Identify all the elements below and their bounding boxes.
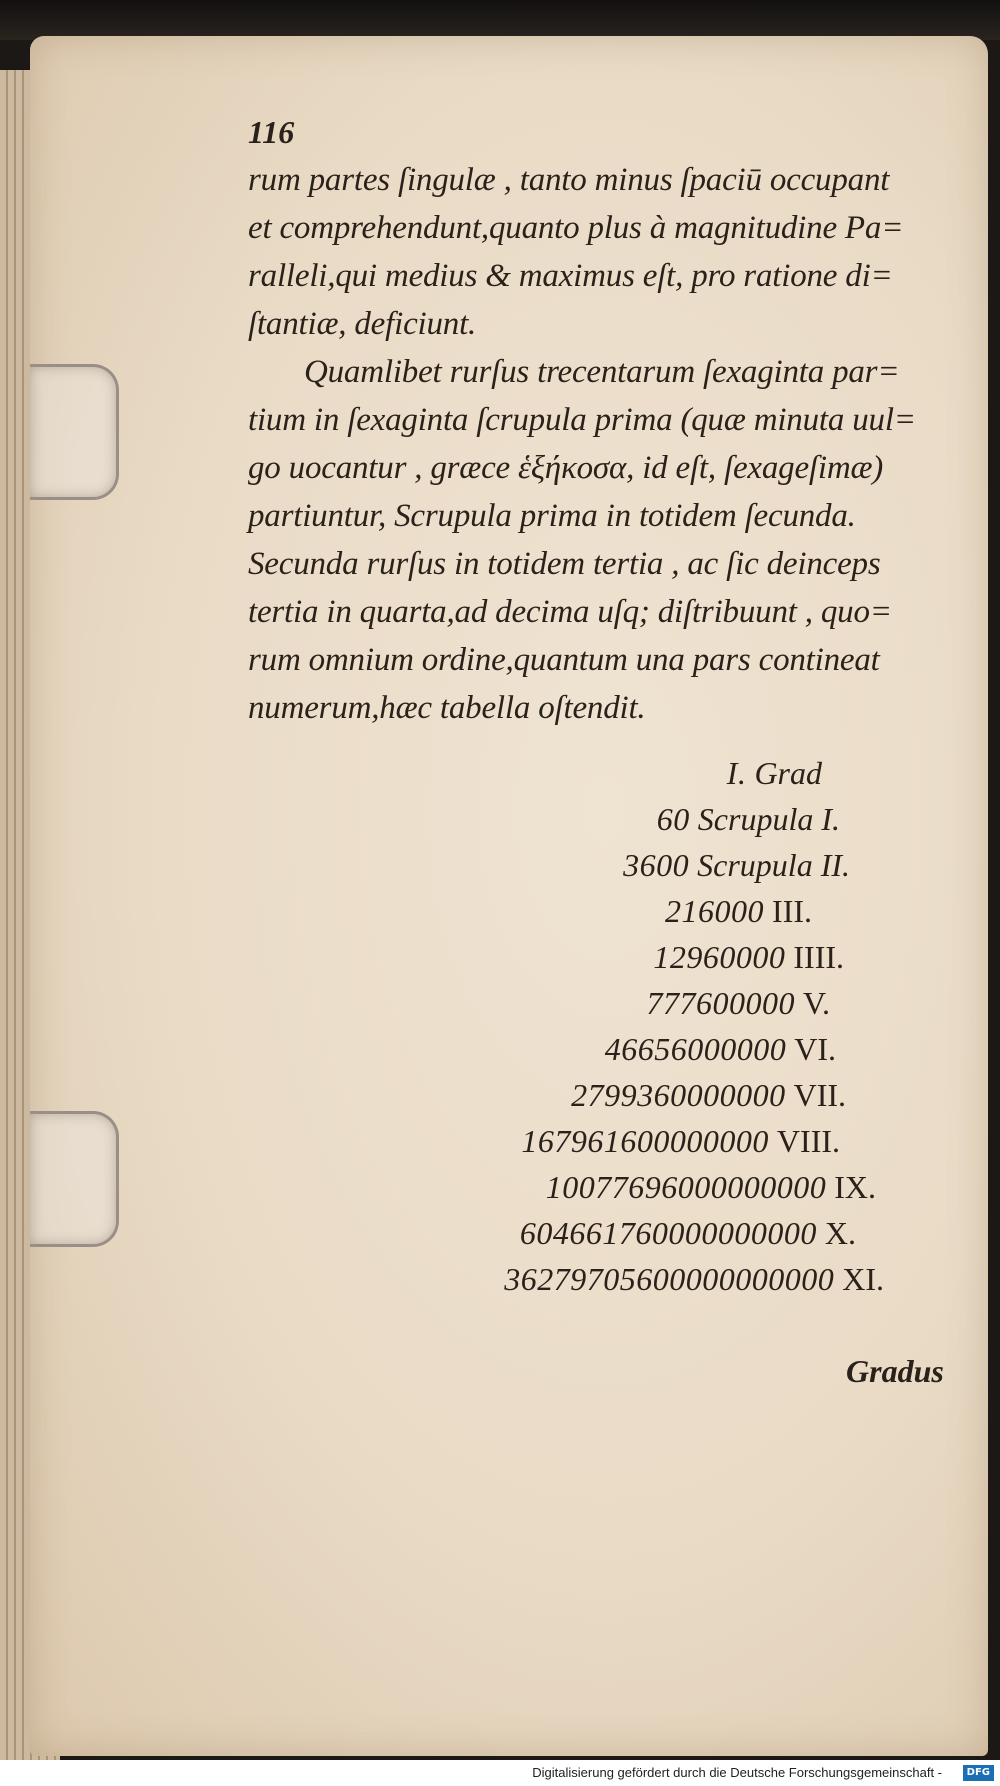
table-value: 10077696000000000	[545, 1169, 827, 1205]
digitization-footer	[0, 1760, 1000, 1786]
table-value: 2799360000000	[571, 1077, 786, 1113]
text-line: tium in ſexaginta ſcrupula prima (quæ minuta uul=	[248, 402, 916, 438]
text-line: go uocantur , græce ἑξήκοσα, id eſt, ſexageſimæ)	[248, 450, 884, 486]
table-row	[727, 750, 822, 796]
text-line: tertia in quarta,ad decima uſq; diſtribuunt , quo=	[248, 594, 892, 630]
table-row	[665, 888, 812, 934]
dfg-logo: DFG	[963, 1765, 994, 1781]
table-row	[521, 1118, 840, 1164]
table-value: 604661760000000000	[519, 1215, 817, 1251]
table-label: IIII.	[793, 939, 844, 975]
table-label: XI.	[842, 1261, 884, 1297]
paragraph-2	[248, 348, 968, 732]
text-line: Quamlibet rurſus trecentarum ſexaginta par=	[304, 354, 900, 390]
page-number: 116	[248, 114, 295, 150]
text-line: ralleli,qui medius & maximus eſt, pro ratione di=	[248, 258, 893, 294]
footer-text: Digitalisierung gefördert durch die Deutsche Forschungsgemeinschaft -	[532, 1765, 942, 1780]
table-value: 216000	[665, 893, 765, 929]
scanner-background	[0, 0, 1000, 40]
text-line: Secunda rurſus in totidem tertia , ac ſic deinceps	[248, 546, 881, 582]
table-row	[647, 980, 830, 1026]
table-label: Scrupula II.	[697, 847, 850, 883]
table-label: VIII.	[776, 1123, 840, 1159]
table-row	[504, 1256, 884, 1302]
clasp-top	[30, 364, 119, 500]
table-row	[605, 1026, 836, 1072]
text-line: partiuntur, Scrupula prima in totidem ſecunda.	[248, 498, 856, 534]
table-label: IX.	[834, 1169, 876, 1205]
table-value: I.	[726, 755, 747, 791]
table-value: 60	[656, 801, 690, 837]
table-value: 12960000	[653, 939, 786, 975]
table-value: 3600	[623, 847, 690, 883]
text-line: ſtantiæ, deficiunt.	[248, 306, 477, 342]
table-label: Scrupula I.	[697, 801, 840, 837]
table-value: 46656000000	[604, 1031, 787, 1067]
table-row	[546, 1164, 876, 1210]
table-row	[657, 796, 840, 842]
table-label: V.	[803, 985, 830, 1021]
clasp-bottom	[30, 1111, 119, 1247]
table-row	[653, 934, 844, 980]
table-row	[571, 1072, 846, 1118]
text-line: numerum,hæc tabella oſtendit.	[248, 690, 646, 726]
table-row	[623, 842, 850, 888]
table-label: III.	[772, 893, 812, 929]
table-label: Grad	[754, 755, 822, 791]
table-label: X.	[824, 1215, 856, 1251]
table-label: VI.	[794, 1031, 836, 1067]
paragraph-1	[248, 156, 968, 348]
table-value: 167961600000000	[521, 1123, 769, 1159]
table-label: VII.	[793, 1077, 846, 1113]
table-value: 36279705600000000000	[504, 1261, 835, 1297]
table-value: 777600000	[646, 985, 796, 1021]
table-row	[520, 1210, 856, 1256]
text-line: rum omnium ordine,quantum una pars contineat	[248, 642, 880, 678]
text-line: et comprehendunt,quanto plus à magnitudine Pa=	[248, 210, 904, 246]
catchword: Gradus	[846, 1353, 944, 1389]
text-block	[248, 112, 968, 732]
text-line: rum partes ſingulæ , tanto minus ſpaciū occupant	[248, 162, 890, 198]
